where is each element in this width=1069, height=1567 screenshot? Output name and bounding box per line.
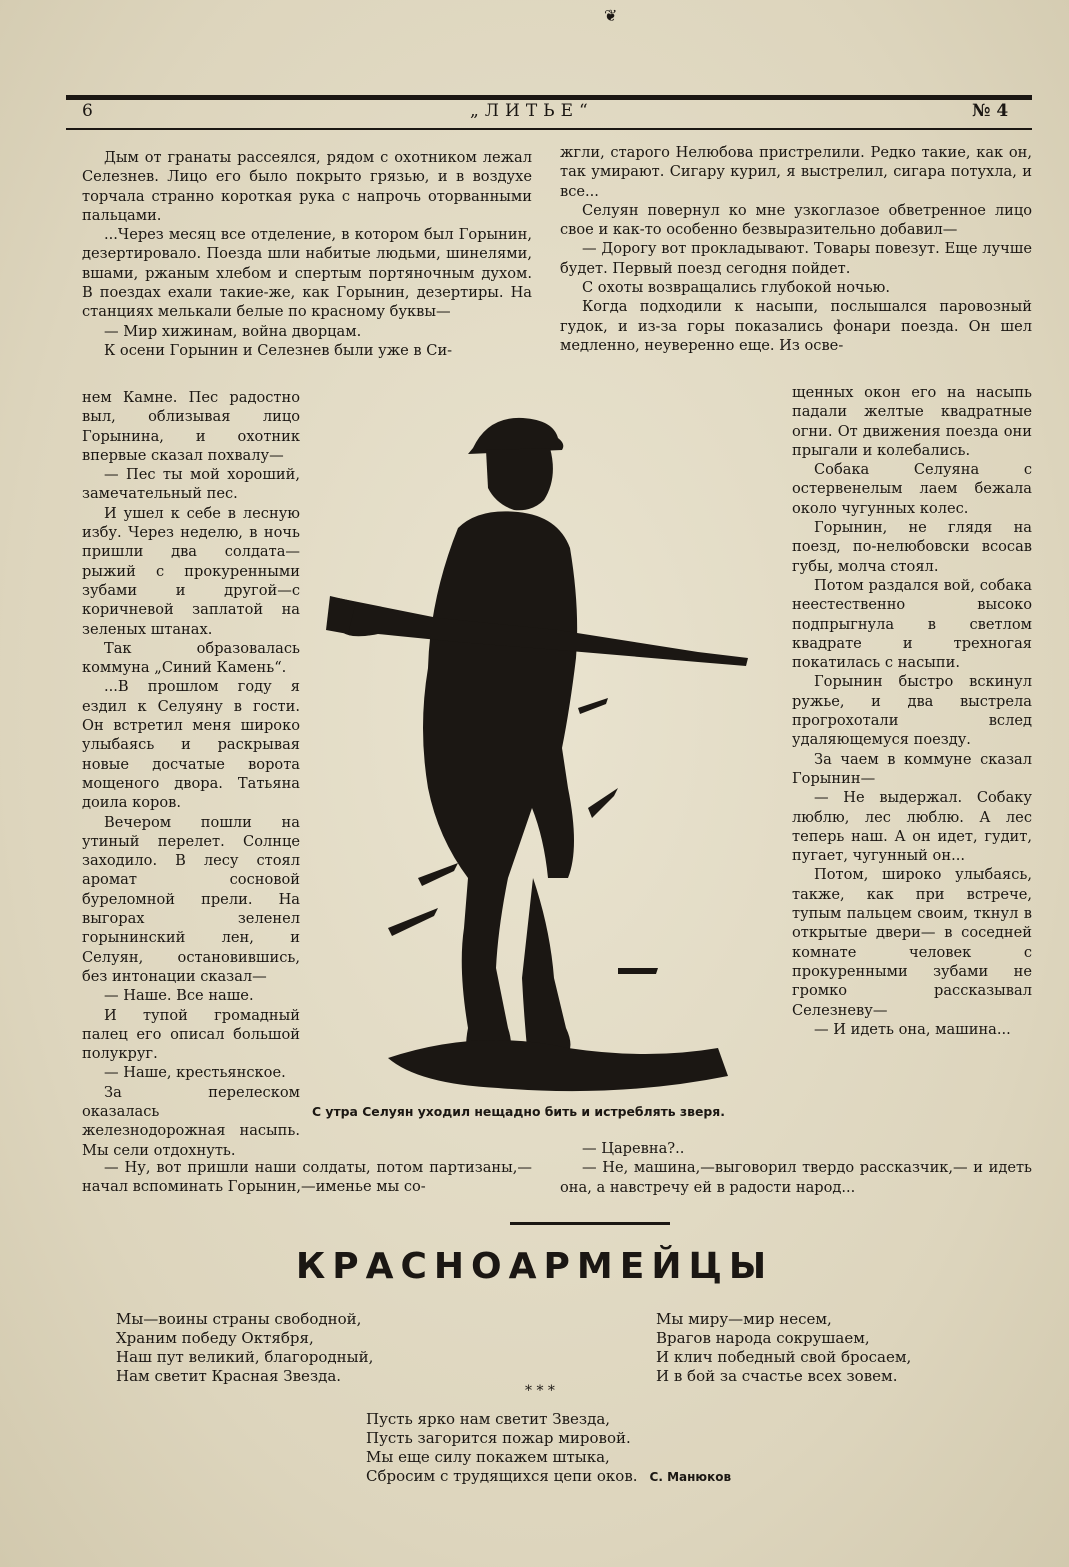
header-rule xyxy=(66,95,1032,100)
poem-line: Нам светит Красная Звезда. xyxy=(116,1367,342,1385)
section-rule xyxy=(510,1222,670,1225)
soldier-illustration xyxy=(318,408,788,1098)
article-right-bottom xyxy=(560,1139,1032,1197)
paragraph: — Не выдержал. Собаку люблю, лес люблю. А лес теперь наш. А он идет, гудит, пугает, чугунный он... xyxy=(792,789,1032,865)
poem-line: И клич победный свой бросаем, xyxy=(656,1348,912,1366)
article-right-narrow xyxy=(792,383,1032,1039)
paragraph: — Наше. Все наше. xyxy=(104,987,254,1005)
poem-author: С. Манюков xyxy=(649,1470,732,1484)
paragraph: щенных окон его на насыпь падали желтые квадратные огни. От движения поезда они прыгали и колебались. xyxy=(792,384,1032,459)
paragraph: Горынин, не глядя на поезд, по-нелюбовски всосав губы, молча стоял. xyxy=(792,519,1032,575)
paragraph: — Пес ты мой хороший, замечательный пес. xyxy=(82,466,300,503)
poem-line: И в бой за счастье всех зовем. xyxy=(656,1367,898,1385)
poem-line: Врагов народа сокрушаем, xyxy=(656,1329,870,1347)
magazine-title: „ЛИТЬЕ“ xyxy=(470,101,594,121)
paragraph: — Наше, крестьянское. xyxy=(104,1064,286,1082)
poem-line: Мы миру—мир несем, xyxy=(656,1310,832,1328)
illustration-caption: С утра Селуян уходил нещадно бить и истреблять зверя. xyxy=(312,1104,725,1119)
paragraph: жгли, старого Нелюбова пристрелили. Редко такие, как он, так умирают. Сигару курил, я выстрелил, сигара потухла, и все... xyxy=(560,144,1032,200)
paragraph: Потом раздался вой, собака неестественно высоко подпрыгнула в светлом квадрате и трехногая покатилась с насыпи. xyxy=(792,576,1032,672)
poem-line: Пусть ярко нам светит Звезда, xyxy=(366,1410,611,1428)
paragraph: Горынин быстро вскинул ружье, и два выстрела прогрохотали вслед удаляющемуся поезду. xyxy=(792,673,1032,749)
paragraph: — Не, машина,—выговорил твердо рассказчик,— и идеть она, а навстречу ей в радости народ... xyxy=(560,1159,1032,1196)
paragraph: — Мир хижинам, война дворцам. xyxy=(104,322,362,340)
poem-line: Сбросим с трудящихся цепи оков. С. Манюков xyxy=(366,1467,732,1485)
poem-line: Мы—воины страны свободной, xyxy=(116,1310,362,1328)
paragraph: Когда подходили к насыпи, послышался паровозный гудок, и из-за горы показались фонари поезда. Он шел медленно, неуверенно еще. Из осве- xyxy=(560,298,1032,354)
article-left-top xyxy=(82,148,532,360)
article-right-top xyxy=(560,143,1032,355)
article-left-narrow xyxy=(82,388,300,1160)
paragraph: И тупой громадный палец его описал большой полукруг. xyxy=(82,1006,300,1063)
article-left-bottom xyxy=(82,1158,532,1197)
paragraph: К осени Горынин и Селезнев были уже в Си- xyxy=(104,341,453,359)
header-underline xyxy=(66,128,1032,130)
paragraph: И ушел к себе в лесную избу. Через неделю, в ночь пришли два солдата—рыжий с прокуренными зубами и другой—с коричневой заплатой на зеленых штанах. xyxy=(82,504,300,638)
paragraph: Потом, широко улыбаясь, также, как при встрече, тупым пальцем своим, ткнул в открытые двери— в соседней комнате человек с прокуренными зубами не громко рассказывал Селезневу— xyxy=(792,866,1032,1019)
ornament-icon: ❦ xyxy=(604,6,618,25)
paragraph: — Дорогу вот прокладывают. Товары повезут. Еще лучше будет. Первый поезд сегодня пойдет. xyxy=(560,240,1032,277)
paragraph: За чаем в коммуне сказал Горынин— xyxy=(792,750,1032,787)
poem-line: Храним победу Октября, xyxy=(116,1329,314,1347)
paragraph: Так образовалась коммуна „Синий Камень“. xyxy=(82,639,300,677)
poem-title: КРАСНОАРМЕЙЦЫ xyxy=(295,1246,774,1287)
poem-line: Мы еще силу покажем штыка, xyxy=(366,1448,610,1466)
paragraph: С охоты возвращались глубокой ночью. xyxy=(582,279,890,297)
paragraph: нем Камне. Пес радостно выл, облизывая лицо Горынина, и охотник впервые сказал похвалу— xyxy=(82,389,300,464)
paragraph: ...В прошлом году я ездил к Селуяну в гости. Он встретил меня широко улыбаясь и раскрывая новые досчатые ворота мощеного двора. Татьяна доила коров. xyxy=(82,678,300,812)
paragraph: — Царевна?.. xyxy=(582,1140,685,1157)
paragraph: Собака Селуяна с остервенелым лаем бежала около чугунных колес. xyxy=(792,461,1032,517)
paragraph: Селуян повернул ко мне узкоглазое обветренное лицо свое и как-то особенно безвыразительно добавил— xyxy=(560,201,1032,239)
page-number: 6 xyxy=(82,101,93,121)
poem-stanza-1 xyxy=(116,1310,373,1386)
paragraph: ...Через месяц все отделение, в котором был Горынин, дезертировало. Поезда шли набитые людьми, шинелями, вшами, ржаным хлебом и спертым портяночным духом. В поездах ехали такие-же, как Горынин, дезертиры. На станциях мелькали белые по красному буквы— xyxy=(82,226,532,321)
paragraph: — И идеть она, машина... xyxy=(814,1020,1011,1038)
paragraph: — Ну, вот пришли наши солдаты, потом партизаны,—начал вспоминать Горынин,—именье мы со- xyxy=(82,1159,532,1196)
poem-stanza-2 xyxy=(656,1310,911,1386)
stanza-separator: * * * xyxy=(525,1383,555,1399)
poem-stanza-3 xyxy=(366,1410,731,1487)
issue-number: № 4 xyxy=(972,101,1009,121)
poem-line: Пусть загорится пожар мировой. xyxy=(366,1429,631,1447)
paragraph: За перелеском оказалась железнодорожная насыпь. Мы сели отдохнуть. xyxy=(82,1083,300,1159)
paragraph: Вечером пошли на утиный перелет. Солнце заходило. В лесу стоял аромат сосновой буреломной прели. На выгорах зеленел горынинский лен, и Селуян, остановившись, без интонации сказал— xyxy=(82,813,300,985)
poem-line: Наш пут великий, благородный, xyxy=(116,1348,374,1366)
paragraph: Дым от гранаты рассеялся, рядом с охотником лежал Селезнев. Лицо его было покрыто грязью, и в воздухе торчала странно короткая рука с напрочь оторванными пальцами. xyxy=(82,149,532,224)
